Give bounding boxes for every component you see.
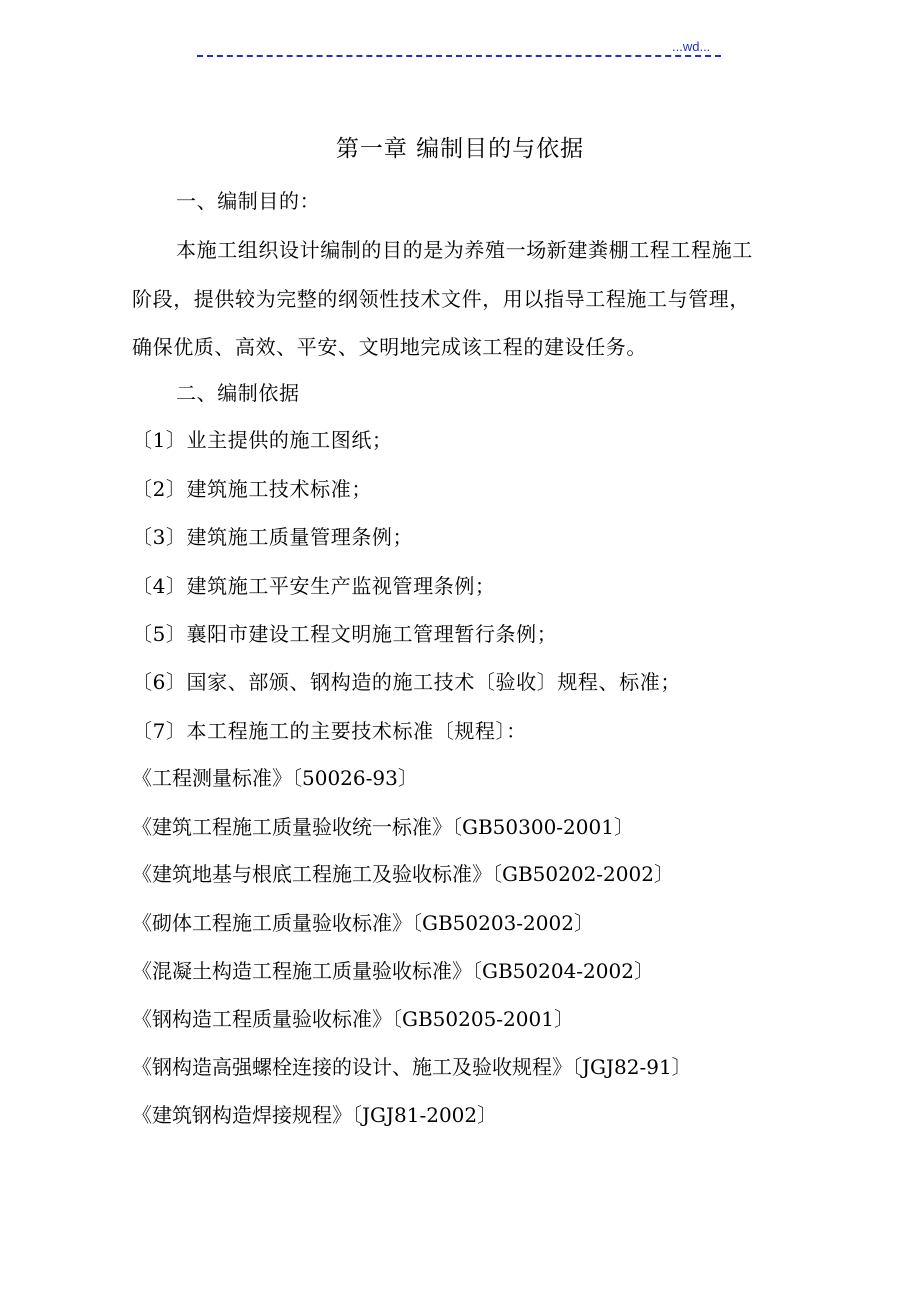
- standard-item: 《砌体工程施工质量验收标准》〔GB50203-2002〕: [132, 911, 594, 935]
- purpose-paragraph-line: 阶段，提供较为完整的纲领性技术文件，用以指导工程施工与管理，: [132, 287, 750, 311]
- basis-item: 〔2〕建筑施工技术标准；: [132, 477, 372, 501]
- header-watermark: ...wd...: [672, 39, 711, 54]
- section-heading-purpose: 一、编制目的：: [176, 189, 321, 213]
- standard-item: 《建筑工程施工质量验收统一标准》〔GB50300-2001〕: [132, 815, 634, 839]
- basis-item: 〔7〕本工程施工的主要技术标准〔规程〕：: [132, 719, 527, 743]
- standard-item: 《建筑钢构造焊接规程》〔JGJ81-2002〕: [132, 1103, 498, 1127]
- basis-item: 〔3〕建筑施工质量管理条例；: [132, 525, 414, 549]
- standard-item: 《建筑地基与根底工程施工及验收标准》〔GB50202-2002〕: [132, 862, 674, 886]
- chapter-title: 第一章 编制目的与依据: [335, 136, 585, 162]
- basis-item: 〔1〕业主提供的施工图纸；: [132, 428, 393, 452]
- standard-item: 《工程测量标准》〔50026-93〕: [132, 766, 418, 790]
- section-heading-basis: 二、编制依据: [176, 381, 300, 405]
- header-dashed-rule: [197, 55, 721, 57]
- standard-item: 《钢构造工程质量验收标准》〔GB50205-2001〕: [132, 1007, 574, 1031]
- standard-item: 《钢构造高强螺栓连接的设计、施工及验收规程》〔JGJ82-91〕: [132, 1055, 692, 1079]
- basis-item: 〔4〕建筑施工平安生产监视管理条例；: [132, 574, 496, 598]
- basis-item: 〔5〕襄阳市建设工程文明施工管理暂行条例；: [132, 622, 558, 646]
- purpose-paragraph-line: 本施工组织设计编制的目的是为养殖一场新建粪棚工程工程施工: [176, 238, 753, 262]
- basis-item: 〔6〕国家、部颁、钢构造的施工技术〔验收〕规程、标准；: [132, 670, 681, 694]
- standard-item: 《混凝土构造工程施工质量验收标准》〔GB50204-2002〕: [132, 959, 654, 983]
- purpose-paragraph-line: 确保优质、高效、平安、文明地完成该工程的建设任务。: [132, 335, 647, 359]
